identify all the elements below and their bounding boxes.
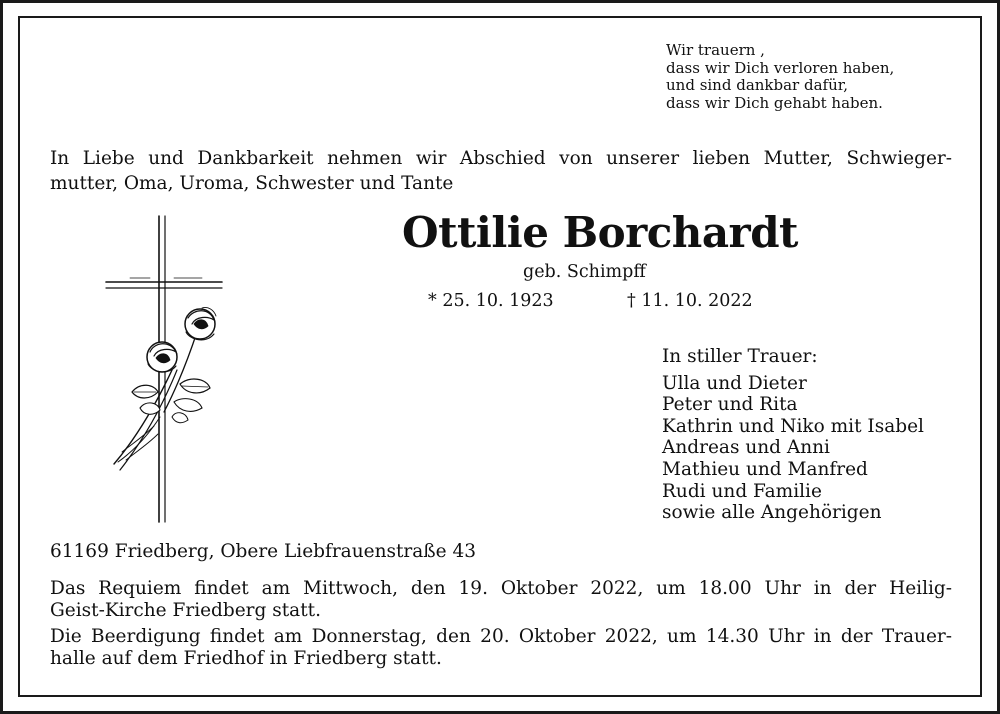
mourner-name: Rudi und Familie — [662, 480, 822, 502]
burial-notice — [50, 626, 952, 670]
poem-line: dass wir Dich gehabt haben. — [666, 93, 883, 112]
intro-line: mutter, Oma, Uroma, Schwester und Tante — [50, 173, 454, 194]
birth-date: * 25. 10. 1923 — [428, 291, 554, 311]
requiem-line: Geist-Kirche Friedberg statt. — [50, 600, 321, 621]
intro-line: In Liebe und Dankbarkeit nehmen wir Abschied von unserer lieben Mutter, Schwieger- — [50, 148, 952, 169]
poem-line: und sind dankbar dafür, — [666, 76, 849, 94]
burial-line: Die Beerdigung findet am Donnerstag, den 20. Oktober 2022, um 14.30 Uhr in der Trauer- — [50, 626, 952, 647]
mourner-name: Mathieu und Manfred — [662, 458, 868, 480]
mourner-name: Andreas und Anni — [662, 437, 830, 459]
address: 61169 Friedberg, Obere Liebfrauenstraße 43 — [50, 541, 477, 562]
poem-line: Wir trauern , — [666, 41, 765, 59]
mourner-name: Kathrin und Niko mit Isabel — [662, 415, 924, 437]
intro-text — [50, 146, 952, 196]
mourner-name: sowie alle Angehörigen — [662, 502, 882, 524]
cross-with-roses-icon — [102, 212, 228, 528]
poem — [666, 42, 894, 112]
mourner-name: Ulla und Dieter — [662, 372, 807, 394]
deceased-name: Ottilie Borchardt — [402, 208, 798, 257]
mourners-list — [662, 346, 924, 524]
mourner-name: Peter und Rita — [662, 394, 798, 416]
requiem-notice — [50, 578, 952, 622]
requiem-line: Das Requiem findet am Mittwoch, den 19. Oktober 2022, um 18.00 Uhr in der Heilig- — [50, 578, 952, 599]
maiden-name: geb. Schimpff — [523, 262, 646, 282]
death-date: † 11. 10. 2022 — [627, 291, 753, 311]
poem-line: dass wir Dich verloren haben, — [666, 58, 895, 77]
burial-line: halle auf dem Friedhof in Friedberg statt. — [50, 648, 442, 669]
mourners-heading: In stiller Trauer: — [662, 346, 818, 367]
